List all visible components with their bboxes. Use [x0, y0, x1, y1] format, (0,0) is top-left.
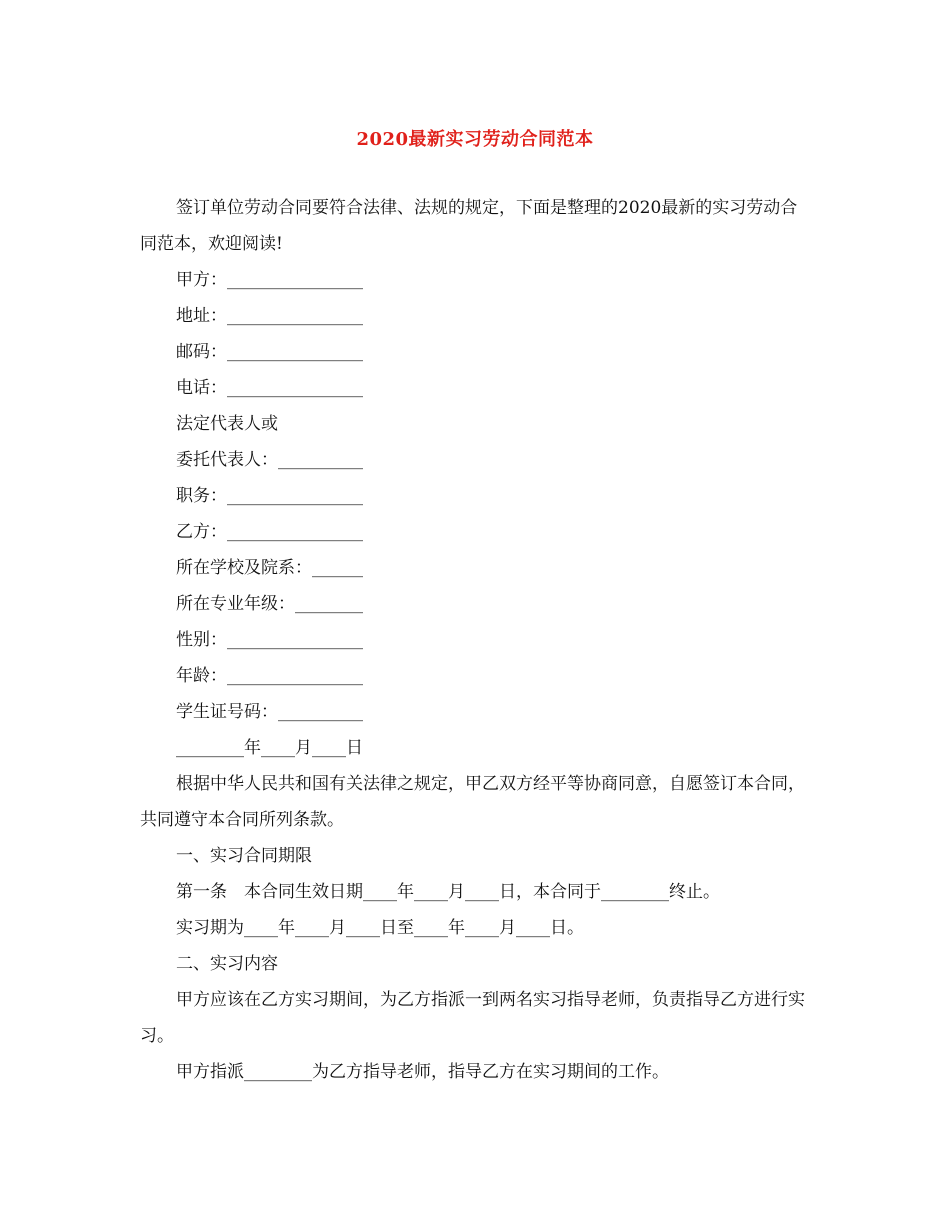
internship-period: 实习期为____年____月____日至____年____月____日。	[176, 918, 584, 938]
field-position: 职务：________________	[176, 486, 363, 506]
field-school: 所在学校及院系：______	[176, 558, 363, 578]
section-1-heading: 一、实习合同期限	[176, 846, 312, 866]
field-age: 年龄：________________	[176, 666, 363, 686]
field-party-b: 乙方：________________	[176, 522, 363, 542]
field-party-a: 甲方：________________	[176, 270, 363, 290]
field-address: 地址：________________	[176, 306, 363, 326]
assign-mentor-line: 甲方指派________为乙方指导老师，指导乙方在实习期间的工作。	[176, 1062, 669, 1082]
intro-paragraph: 签订单位劳动合同要符合法律、法规的规定，下面是整理的2020最新的实习劳动合同范本，欢迎阅读!	[140, 198, 798, 254]
law-paragraph: 根据中华人民共和国有关法律之规定，甲乙双方经平等协商同意，自愿签订本合同，共同遵守本合同所列条款。	[140, 774, 805, 830]
field-student-id: 学生证号码：__________	[176, 702, 363, 722]
field-phone: 电话：________________	[176, 378, 363, 398]
article-1: 第一条 本合同生效日期____年____月____日，本合同于________终止。	[176, 882, 720, 902]
document-body	[140, 190, 812, 1090]
document-title: 2020最新实习劳动合同范本	[356, 129, 594, 150]
field-postcode: 邮码：________________	[176, 342, 363, 362]
field-authorized-rep: 委托代表人：__________	[176, 450, 363, 470]
mentor-paragraph: 甲方应该在乙方实习期间，为乙方指派一到两名实习指导老师，负责指导乙方进行实习。	[140, 990, 805, 1046]
section-2-heading: 二、实习内容	[176, 954, 278, 974]
field-date: ________年____月____日	[176, 738, 363, 758]
field-legal-rep: 法定代表人或	[176, 414, 278, 434]
field-major-grade: 所在专业年级：________	[176, 594, 363, 614]
field-gender: 性别：________________	[176, 630, 363, 650]
